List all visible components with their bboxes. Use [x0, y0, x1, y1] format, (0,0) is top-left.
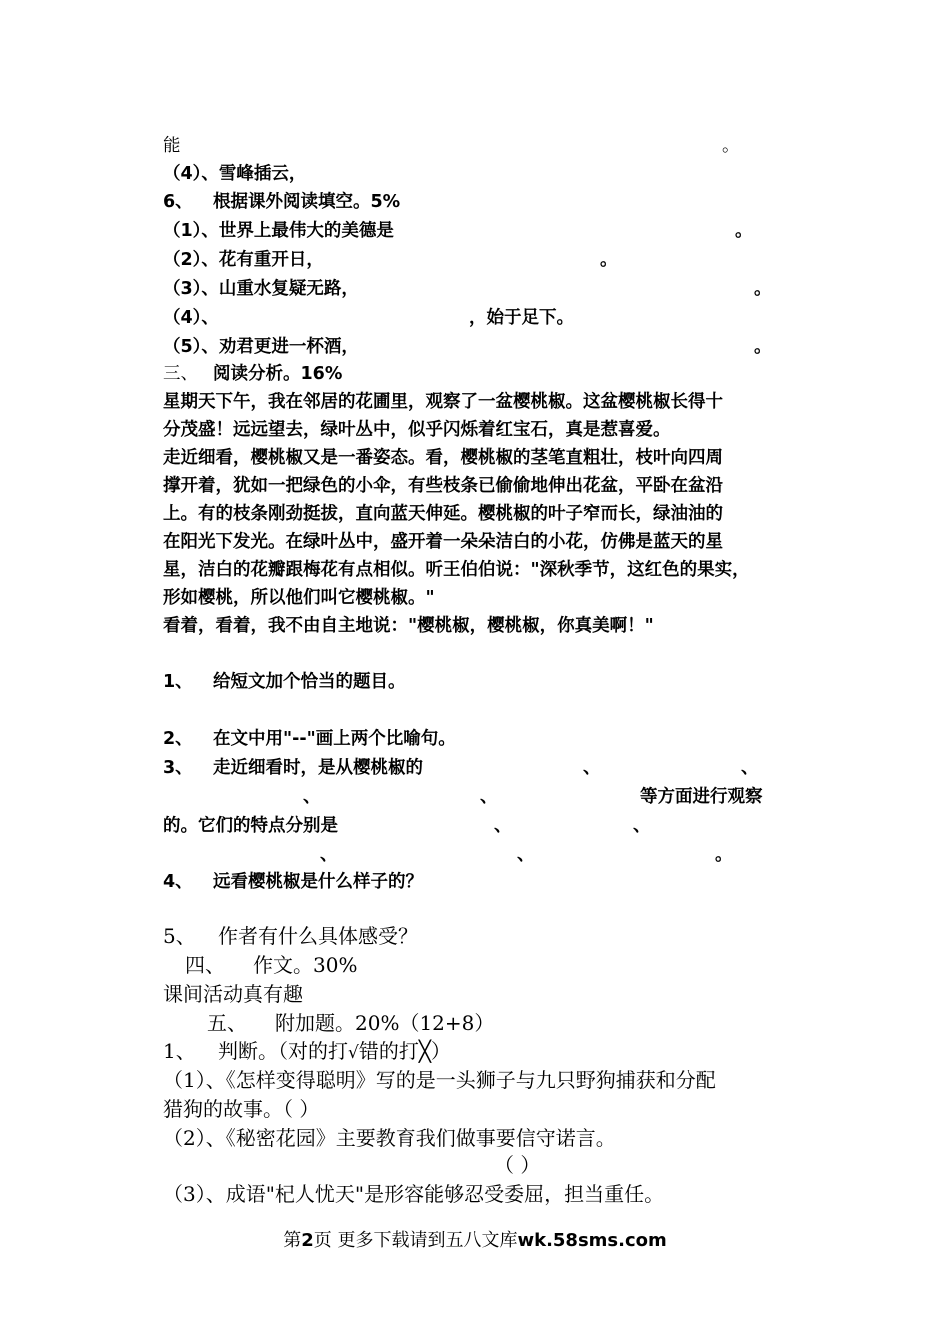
rq3-comma-5: 、 [494, 816, 512, 836]
section5-q1-title: 判断。（对的打 [218, 1039, 348, 1063]
rq4-text: 远看樱桃椒是什么样子的？ [213, 872, 423, 892]
rq2 [163, 727, 456, 751]
check-mark-icon: √ [348, 1043, 359, 1063]
rq2-number: 2、 [163, 729, 193, 749]
cross-mark-icon: ╳ [418, 1039, 431, 1063]
rq3-line-3: 的。它们的特点分别是 [163, 816, 338, 836]
rq3-observe: 等方面进行观察 [640, 787, 763, 807]
q6-item-2: （2）、花有重开日， [163, 250, 324, 270]
footer-middle: 页 更多下载请到五八文库 [313, 1230, 518, 1251]
q6-item-3-end: 。 [754, 279, 772, 299]
section3-heading [163, 362, 342, 386]
rq5-text: 作者有什么具体感受？ [218, 924, 418, 948]
rq3 [163, 756, 423, 780]
q6-title: 根据课外阅读填空。5% [213, 192, 401, 212]
rq5-number: 5、 [163, 924, 196, 948]
q5-line-start: 能 [163, 136, 181, 156]
section5-q1-close: ） [430, 1039, 451, 1063]
rq3-comma-7: 、 [320, 845, 338, 865]
passage-line-3: 走近细看，樱桃椒又是一番姿态。看，樱桃椒的茎笔直粗壮，枝叶向四周 [163, 448, 723, 468]
q6-item-1: （1）、世界上最伟大的美德是 [163, 221, 394, 241]
passage-line-1: 星期天下午，我在邻居的花圃里，观察了一盆樱桃椒。这盆樱桃椒长得十 [163, 392, 723, 412]
q6-item-2-end: 。 [600, 250, 618, 270]
passage-line-8: 形如樱桃，所以他们叫它樱桃椒。" [163, 588, 435, 608]
footer-site-link[interactable]: wk.58sms.com [517, 1230, 667, 1251]
section4-number: 四、 [185, 953, 225, 977]
section4-topic: 课间活动真有趣 [163, 982, 303, 1006]
section5-q1 [163, 1037, 451, 1067]
judge-item-2-line-2: （ ） [494, 1153, 541, 1177]
passage-line-5: 上。有的枝条刚劲挺拔，直向蓝天伸延。樱桃椒的叶子窄而长，绿油油的 [163, 504, 723, 524]
q6-item-1-end: 。 [735, 221, 753, 241]
passage-line-2: 分茂盛！远远望去，绿叶丛中，似乎闪烁着红宝石，真是惹喜爱。 [163, 420, 671, 440]
section5-heading [207, 1009, 494, 1037]
rq4-number: 4、 [163, 872, 193, 892]
section4-title: 作文。30% [253, 953, 358, 977]
section3-title: 阅读分析。16% [213, 364, 343, 384]
rq1 [163, 670, 406, 694]
section5-q1-number: 1、 [163, 1039, 196, 1063]
judge-item-2-line-1: （2）、《秘密花园》主要教育我们做事要信守诺言。 [163, 1126, 616, 1150]
rq3-comma-4: 、 [480, 787, 498, 807]
rq3-comma-2: 、 [741, 758, 759, 778]
q6-heading [163, 190, 400, 214]
q6-item-4: （4）、 [163, 308, 219, 328]
section5-title: 附加题。20%（12+8） [275, 1011, 495, 1035]
q6-number: 6、 [163, 192, 193, 212]
section5-q1-mid: 错的打 [358, 1039, 419, 1063]
rq3-text: 走近细看时，是从樱桃椒的 [213, 758, 423, 778]
q6-item-5-end: 。 [754, 337, 772, 357]
section4-heading [185, 951, 357, 979]
judge-item-3-line-1: （3）、成语"杞人忧天"是形容能够忍受委屈，担当重任。 [163, 1182, 665, 1206]
q6-item-4-mid: ，始于足下。 [469, 308, 574, 328]
rq1-number: 1、 [163, 672, 193, 692]
rq3-comma-1: 、 [583, 758, 601, 778]
q5-line-end: 。 [722, 136, 740, 156]
footer-page-number: 2 [301, 1230, 314, 1251]
passage-line-9: 看着，看着，我不由自主地说："樱桃椒，樱桃椒，你真美啊！" [163, 616, 654, 636]
rq3-comma-8: 、 [517, 845, 535, 865]
page-footer [0, 1228, 950, 1254]
rq5 [163, 922, 418, 950]
rq3-period: 。 [715, 845, 733, 865]
rq2-text: 在文中用"--"画上两个比喻句。 [213, 729, 456, 749]
q5-line [163, 134, 181, 158]
q6-item-3: （3）、山重水复疑无路， [163, 279, 359, 299]
section5-number: 五、 [207, 1011, 247, 1035]
passage-line-7: 星，洁白的花瓣跟梅花有点相似。听王伯伯说："深秋季节，这红色的果实， [163, 560, 750, 580]
passage-line-6: 在阳光下发光。在绿叶丛中，盛开着一朵朵洁白的小花，仿佛是蓝天的星 [163, 532, 723, 552]
judge-item-1-line-1: （1）、《怎样变得聪明》写的是一头狮子与九只野狗捕获和分配 [163, 1068, 716, 1092]
rq3-number: 3、 [163, 758, 193, 778]
section3-number: 三、 [163, 364, 198, 384]
passage-line-4: 撑开着，犹如一把绿色的小伞，有些枝条已偷偷地伸出花盆，平卧在盆沿 [163, 476, 723, 496]
q6-item-5: （5）、劝君更进一杯酒， [163, 337, 359, 357]
footer-prefix: 第 [283, 1230, 302, 1251]
rq3-comma-6: 、 [633, 816, 651, 836]
q5-item-4: （4）、雪峰插云， [163, 164, 307, 184]
rq1-text: 给短文加个恰当的题目。 [213, 672, 406, 692]
rq3-comma-3: 、 [303, 787, 321, 807]
judge-item-1-line-2: 猎狗的故事。（ ） [163, 1097, 320, 1121]
rq4 [163, 870, 423, 894]
